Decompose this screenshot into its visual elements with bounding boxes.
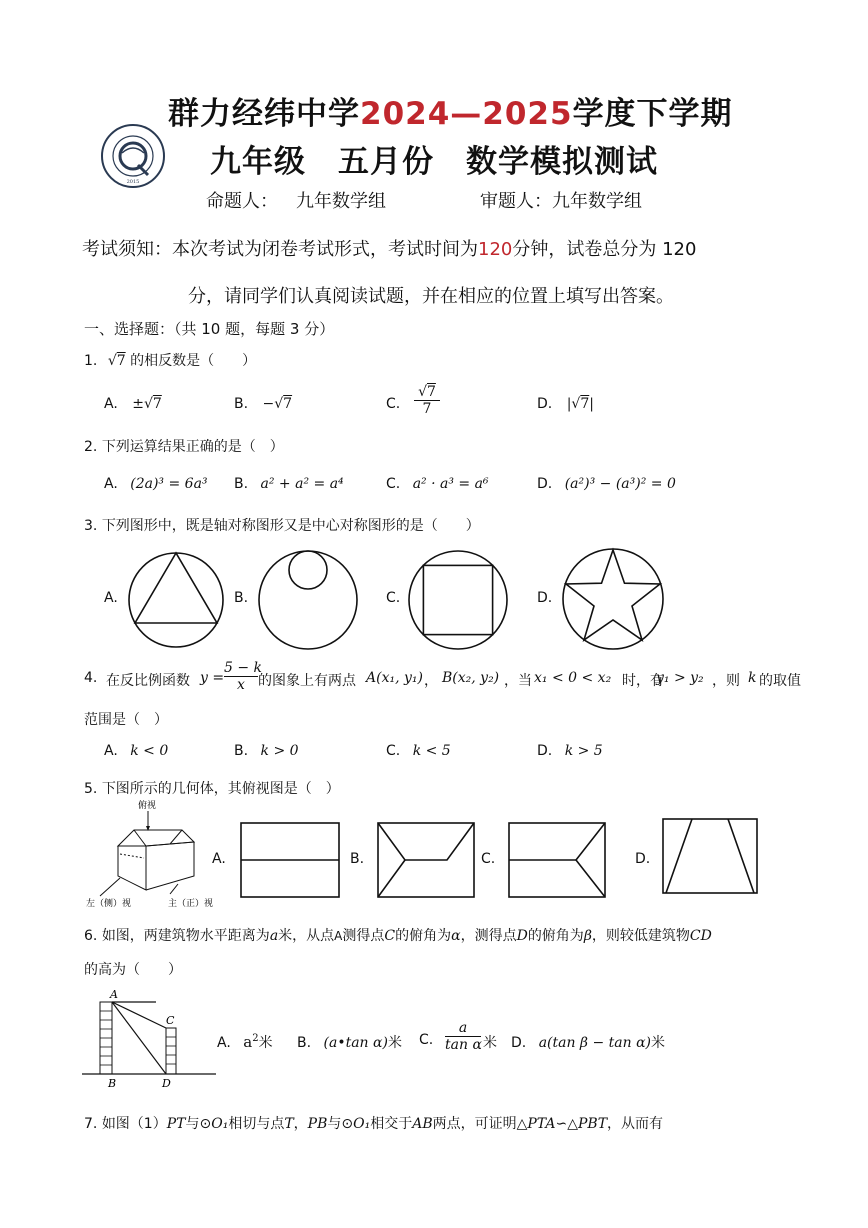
- q5-figure-a[interactable]: [240, 822, 340, 898]
- q2-option-d[interactable]: D. (a²)³ − (a³)² = 0: [537, 476, 676, 492]
- q4-option-c[interactable]: C. k < 5: [386, 743, 451, 759]
- question-6: 6. 如图，两建筑物水平距离为a米，从点A测得点C的俯角为α，测得点D的俯角为β，则较低建筑物CD: [84, 928, 712, 944]
- q5-figure-c[interactable]: [508, 822, 606, 898]
- circle-shape: [563, 549, 663, 649]
- q2-option-a[interactable]: A. (2a)³ = 6a³: [104, 476, 208, 492]
- square-shape: [423, 565, 492, 634]
- q3-option-d-label[interactable]: D.: [537, 590, 553, 606]
- q5-figure-b[interactable]: [377, 822, 475, 898]
- exam-notice: 考试须知：本次考试为闭卷考试形式，考试时间为120分钟，试卷总分为 120: [82, 239, 697, 260]
- q6-buildings-figure: [82, 986, 220, 1090]
- q5-option-d-label[interactable]: D.: [635, 851, 651, 867]
- page-subtitle: 九年级 五月份 数学模拟测试: [210, 144, 658, 180]
- question-7: 7. 如图（1）PT与⊙O₁相切与点T，PB与⊙O₁相交于AB两点，可证明△PTA∽△PBT，从而有: [84, 1116, 664, 1132]
- q3-figure-a[interactable]: [126, 550, 226, 650]
- q1-option-a[interactable]: A. ±√7: [104, 396, 162, 412]
- question-4-line2: 范围是（ ）: [84, 712, 168, 728]
- exam-notice-line2: 分，请同学们认真阅读试题，并在相应的位置上填写出答案。: [188, 286, 674, 307]
- author-line: 命题人： 九年数学组: [206, 191, 386, 212]
- q4-option-d[interactable]: D. k > 5: [537, 743, 603, 759]
- q3-option-b-label[interactable]: B.: [234, 590, 249, 606]
- q2-option-b[interactable]: B. a² + a² = a⁴: [234, 476, 344, 492]
- q1-option-b[interactable]: B. −√7: [234, 396, 293, 412]
- q3-figure-c[interactable]: [406, 548, 510, 652]
- label-left-view: 左（侧）视: [86, 899, 132, 909]
- title-years: 2024—2025: [360, 96, 573, 132]
- q6-option-a[interactable]: A. $a^2$米: [217, 1033, 273, 1051]
- label-top-view: 俯视: [138, 801, 157, 811]
- q5-solid-figure: [84, 798, 214, 913]
- q3-figure-d[interactable]: [560, 546, 666, 652]
- q4-option-a[interactable]: A. k < 0: [104, 743, 169, 759]
- q2-option-c[interactable]: C. a² · a³ = a⁶: [386, 476, 489, 492]
- fig-label-d: D: [162, 1077, 171, 1090]
- label-front-view: 主（正）视: [168, 899, 214, 909]
- q6-option-d[interactable]: D. a(tan β − tan α)米: [511, 1035, 666, 1051]
- question-6-line2: 的高为（ ）: [84, 962, 182, 978]
- question-3: 3. 下列图形中，既是轴对称图形又是中心对称图形的是（ ）: [84, 518, 480, 534]
- question-1: 1. √7 的相反数是（ ）: [84, 353, 257, 369]
- q5-option-c-label[interactable]: C.: [481, 851, 496, 867]
- school-logo: [100, 123, 166, 189]
- star-shape: [566, 550, 660, 640]
- q4-option-b[interactable]: B. k > 0: [234, 743, 299, 759]
- fig-label-c: C: [166, 1014, 175, 1027]
- page-title: 群力经纬中学2024—2025学度下学期: [168, 96, 733, 132]
- q3-option-a-label[interactable]: A.: [104, 590, 118, 606]
- question-2: 2. 下列运算结果正确的是（ ）: [84, 439, 284, 455]
- inner-circle-shape: [289, 551, 327, 589]
- q5-figure-d[interactable]: [662, 818, 758, 894]
- logo-year: 2015: [126, 179, 140, 185]
- question-5: 5. 下图所示的几何体，其俯视图是（ ）: [84, 781, 340, 797]
- q3-option-c-label[interactable]: C.: [386, 590, 401, 606]
- fig-label-a: A: [110, 988, 118, 1001]
- circle-shape: [129, 553, 223, 647]
- q6-option-b[interactable]: B. (a•tan α)米: [297, 1035, 402, 1051]
- fig-label-b: B: [108, 1077, 117, 1090]
- q3-figure-b[interactable]: [256, 548, 360, 652]
- outer-circle-shape: [259, 551, 357, 649]
- q5-option-b-label[interactable]: B.: [350, 851, 365, 867]
- reviewer-line: 审题人：九年数学组: [480, 191, 642, 212]
- q1-option-d[interactable]: D. |√7|: [537, 396, 594, 412]
- q5-option-a-label[interactable]: A.: [212, 851, 226, 867]
- section-heading: 一、选择题：（共 10 题，每题 3 分）: [84, 320, 335, 338]
